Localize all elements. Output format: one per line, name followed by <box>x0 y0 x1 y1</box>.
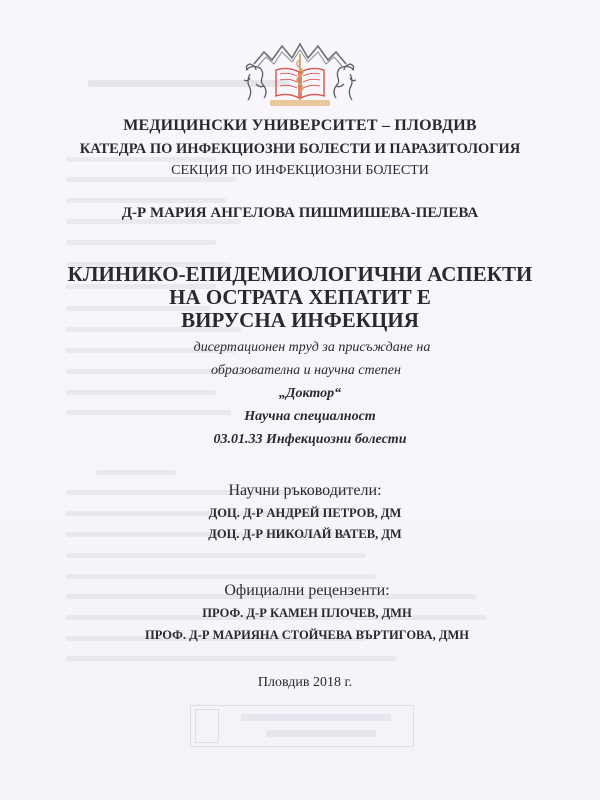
library-stamp-show-through <box>190 705 414 747</box>
thesis-title-line-2: НА ОСТРАТА ХЕПАТИТ Е <box>169 285 431 309</box>
supervisor-name: ДОЦ. Д-Р АНДРЕЙ ПЕТРОВ, ДМ <box>208 506 402 520</box>
reviewer-name: ПРОФ. Д-Р МАРИЯНА СТОЙЧЕВА ВЪРТИГОВА, ДМН <box>144 628 469 642</box>
thesis-title-line-1: КЛИНИКО-ЕПИДЕМИОЛОГИЧНИ АСПЕКТИ <box>67 262 533 286</box>
reviewer-name: ПРОФ. Д-Р КАМЕН ПЛОЧЕВ, ДМН <box>202 606 412 620</box>
section-name: СЕКЦИЯ ПО ИНФЕКЦИОЗНИ БОЛЕСТИ <box>171 163 429 178</box>
degree-description-line-1: дисертационен труд за присъждане на <box>193 340 431 355</box>
supervisor-name: ДОЦ. Д-Р НИКОЛАЙ ВАТЕВ, ДМ <box>208 527 402 541</box>
degree-description-line-2: образователна и научна степен <box>211 363 401 378</box>
specialty-label: Научна специалност <box>244 409 376 424</box>
city-year: Пловдив 2018 г. <box>257 675 353 690</box>
department-name: КАТЕДРА ПО ИНФЕКЦИОЗНИ БОЛЕСТИ И ПАРАЗИТОЛОГИЯ <box>79 141 521 157</box>
supervisors-heading: Научни ръководители: <box>228 482 382 499</box>
university-crest-logo <box>236 40 364 108</box>
degree-name: „Доктор“ <box>278 386 342 401</box>
author-name: Д-Р МАРИЯ АНГЕЛОВА ПИШМИШЕВА-ПЕЛЕВА <box>121 205 479 221</box>
university-name: МЕДИЦИНСКИ УНИВЕРСИТЕТ – ПЛОВДИВ <box>123 117 477 134</box>
reviewers-heading: Официални рецензенти: <box>224 582 390 599</box>
thesis-title-line-3: ВИРУСНА ИНФЕКЦИЯ <box>181 308 419 332</box>
specialty-code: 03.01.33 Инфекциозни болести <box>213 432 407 447</box>
